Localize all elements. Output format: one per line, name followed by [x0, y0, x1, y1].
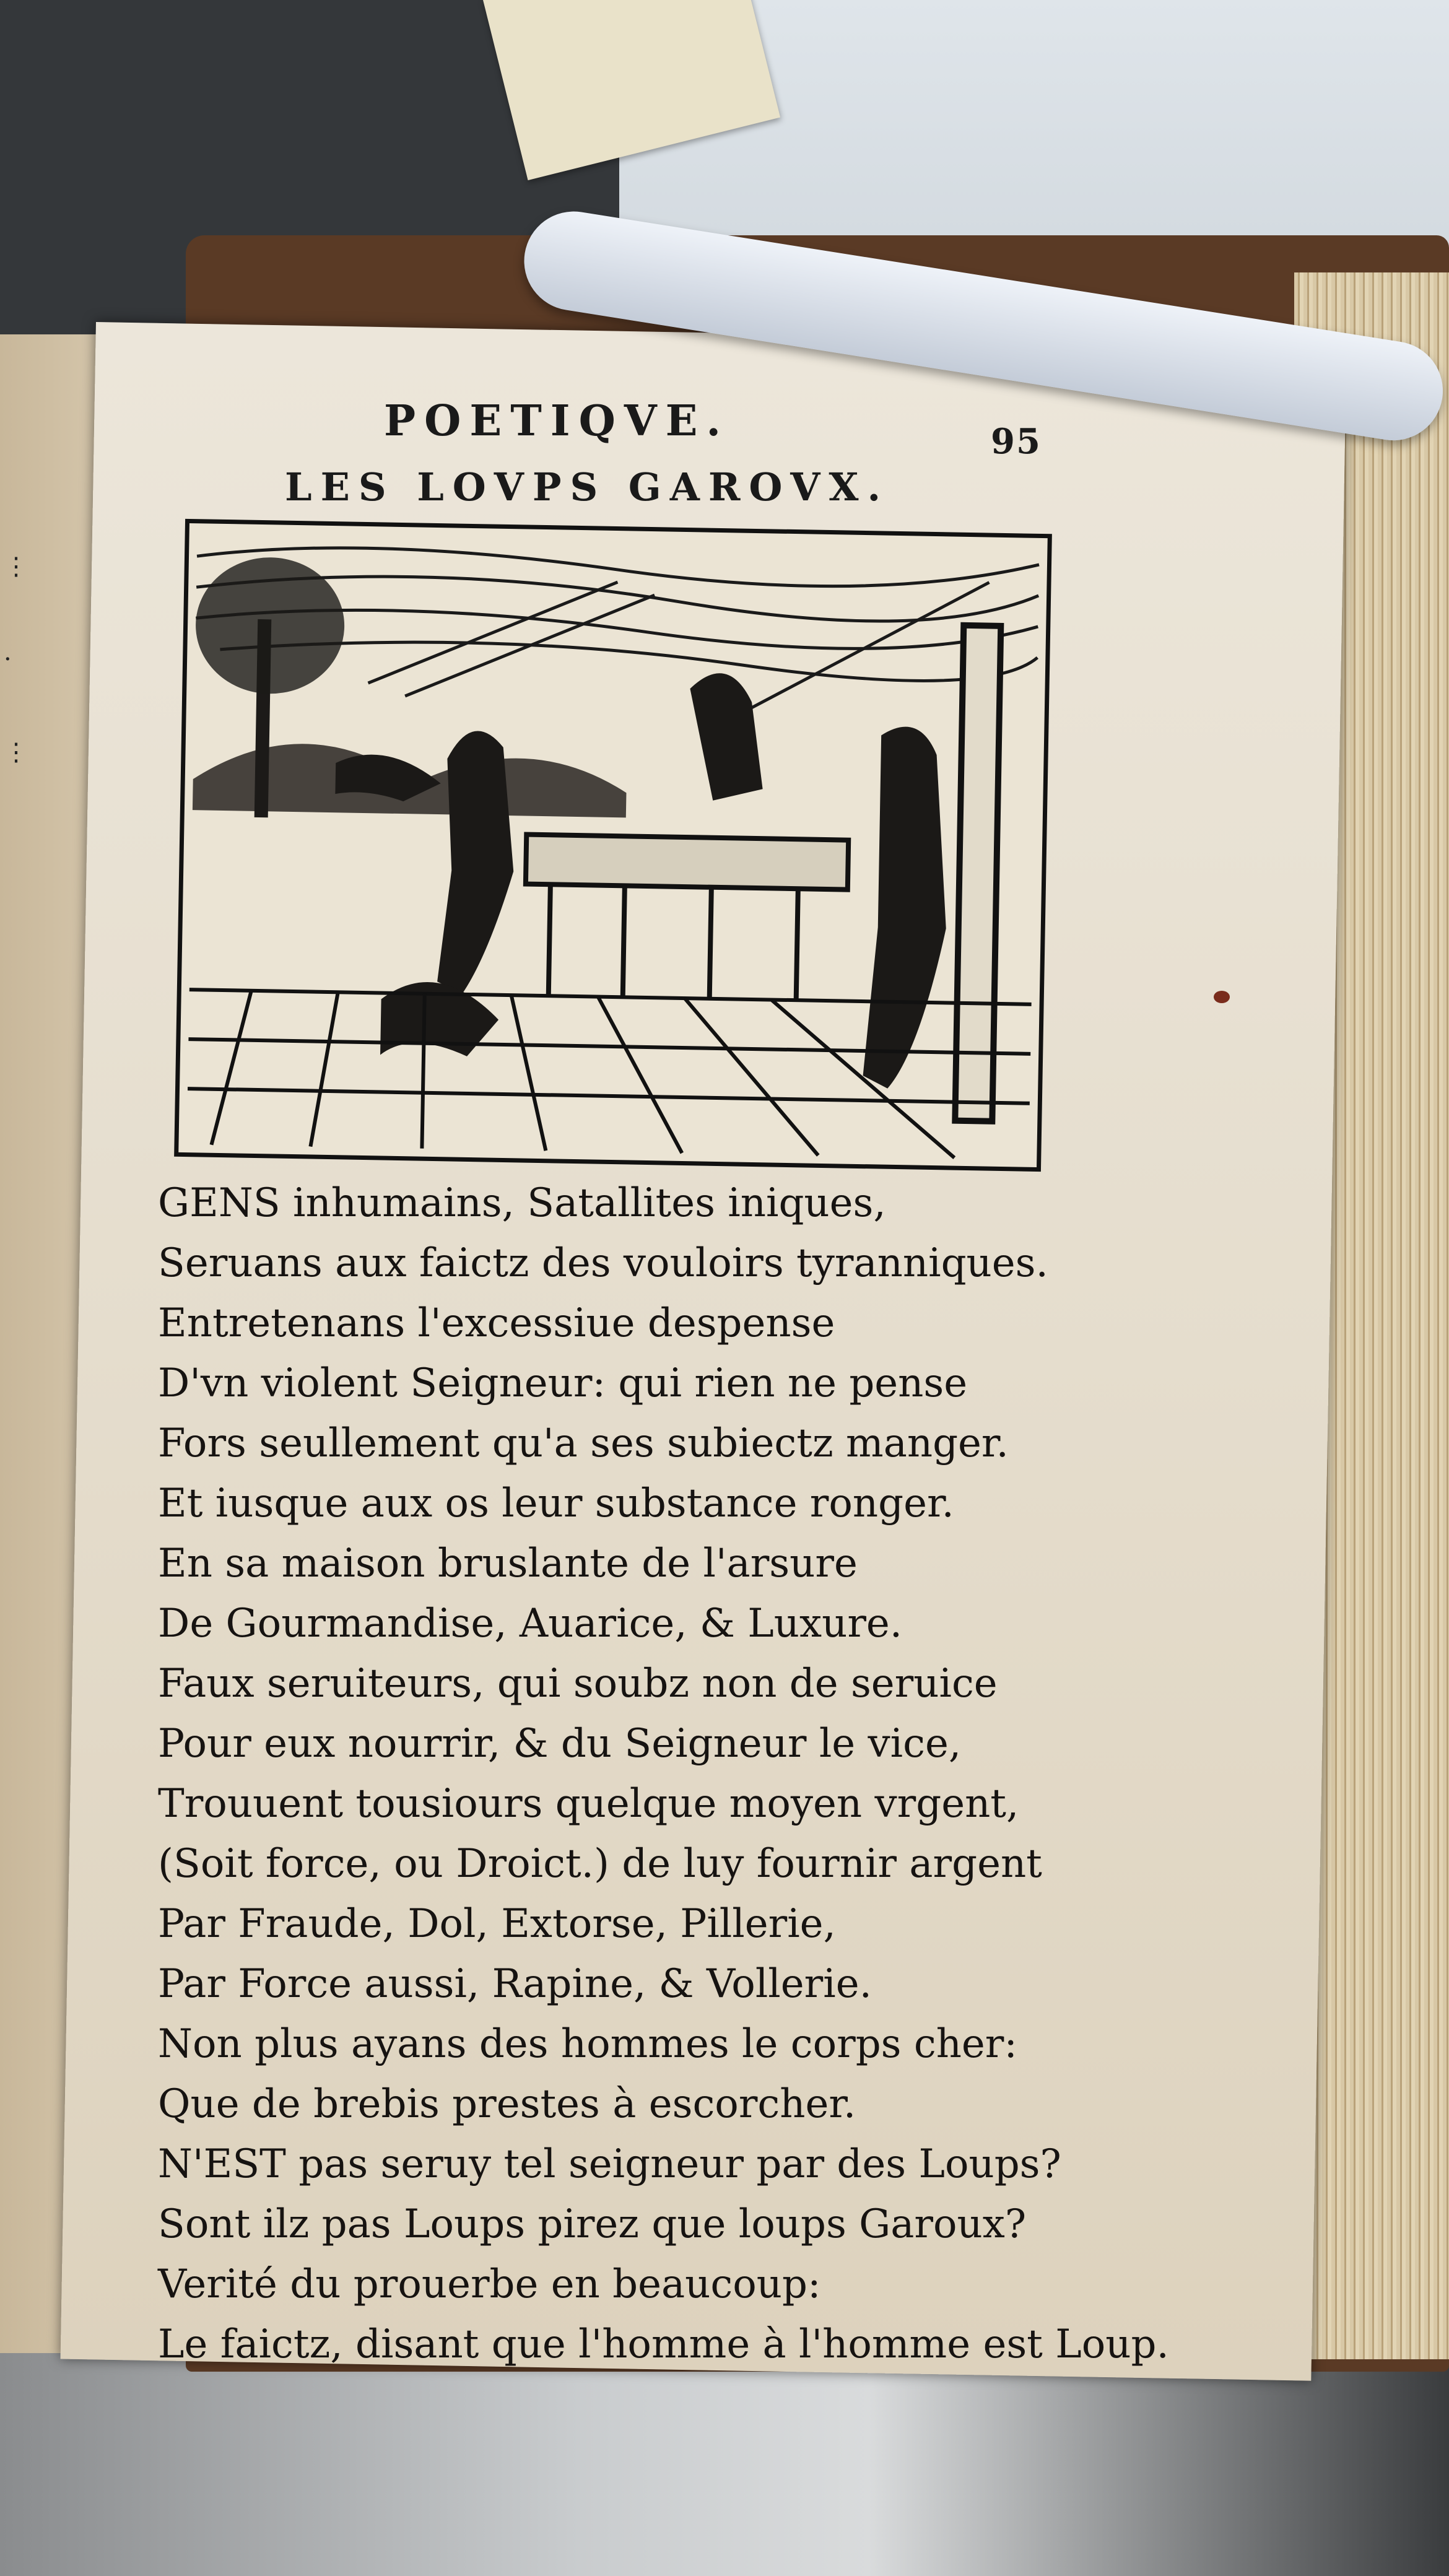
ink-spot: [1214, 991, 1230, 1003]
verse-line: Par Fraude, Dol, Extorse, Pillerie,: [158, 1901, 836, 1947]
section-title: LES LOVPS GAROVX.: [285, 464, 890, 510]
verse-line: Par Force aussi, Rapine, & Vollerie.: [158, 1961, 872, 2007]
verse-line: Le faictz, disant que l'homme à l'homme est Loup.: [158, 2321, 1169, 2367]
verse-line: D'vn violent Seigneur: qui rien ne pense: [158, 1360, 968, 1406]
left-page-marks: ⋮ · ⋮: [4, 552, 28, 767]
verse-line: Non plus ayans des hommes le corps cher:: [158, 2021, 1017, 2067]
verse-line: Et iusque aux os leur substance ronger.: [158, 1481, 954, 1526]
woodcut-column: [955, 625, 1001, 1121]
background-table: [0, 2353, 1449, 2576]
verse-line: Que de brebis prestes à escorcher.: [158, 2081, 856, 2127]
verse-line: Faux seruiteurs, qui soubz non de seruice: [158, 1661, 998, 1707]
page-number: 95: [991, 421, 1042, 462]
verse-line: Entretenans l'excessiue despense: [158, 1300, 835, 1346]
verse-line: En sa maison bruslante de l'arsure: [158, 1541, 858, 1586]
verse-line: GENS inhumains, Satallites iniques,: [158, 1180, 886, 1226]
woodcut-illustration: [174, 519, 1052, 1172]
verse-text: [158, 1173, 1211, 2375]
running-head: POETIQVE.: [384, 396, 730, 446]
verse-line: Pour eux nourrir, & du Seigneur le vice,: [158, 1721, 962, 1767]
verse-line: Seruans aux faictz des vouloirs tyranniques.: [158, 1240, 1048, 1286]
verse-line: Verité du prouerbe en beaucoup:: [158, 2261, 821, 2307]
verse-line: Trouuent tousiours quelque moyen vrgent,: [158, 1781, 1019, 1827]
verse-line: Sont ilz pas Loups pirez que loups Garoux?: [158, 2201, 1027, 2247]
verse-line: N'EST pas seruy tel seigneur par des Loups?: [158, 2141, 1061, 2187]
verse-line: Fors seullement qu'a ses subiectz manger.: [158, 1421, 1009, 1466]
verse-line: De Gourmandise, Auarice, & Luxure.: [158, 1601, 903, 1647]
verse-line: (Soit force, ou Droict.) de luy fournir argent: [158, 1841, 1042, 1887]
